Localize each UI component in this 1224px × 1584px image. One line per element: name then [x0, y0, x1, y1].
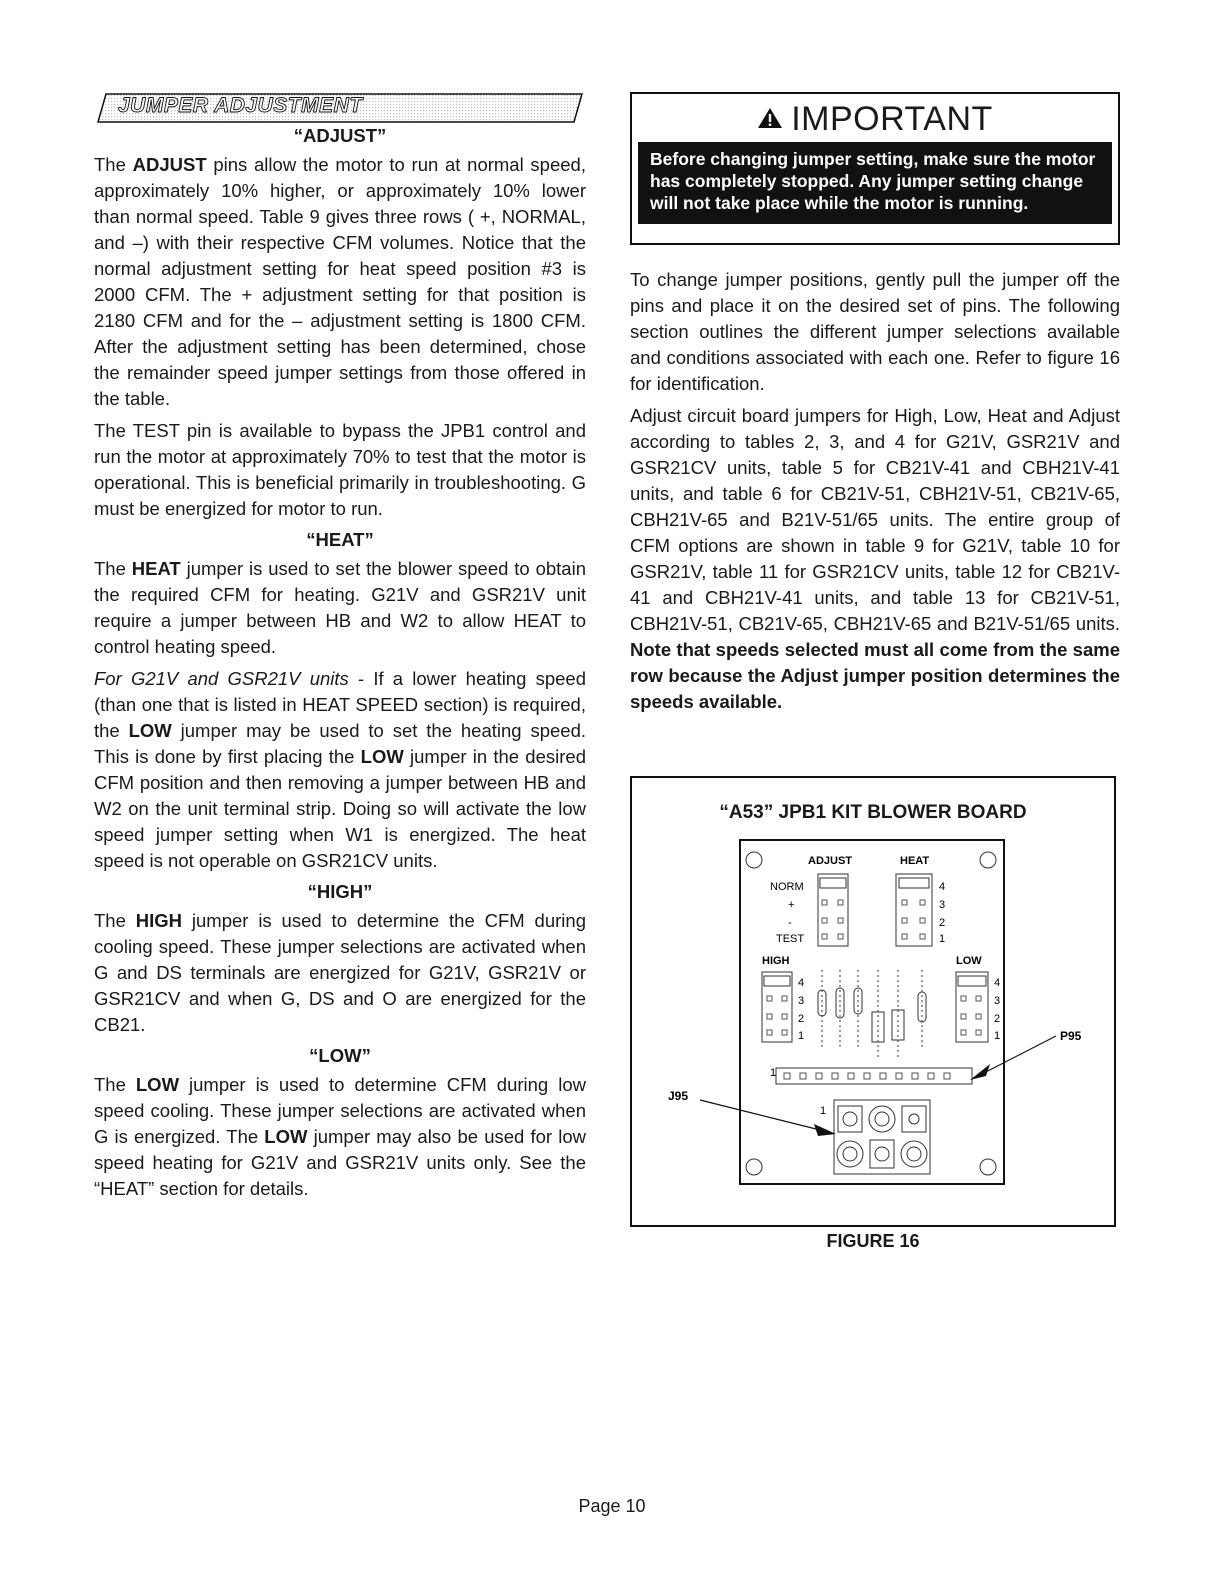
- high-pos-1: 1: [798, 1030, 805, 1042]
- heat-pos-3: 3: [939, 899, 946, 911]
- page-number: Page 10: [578, 1496, 646, 1516]
- high-pos-3: 3: [798, 995, 805, 1007]
- right-paragraph-1: To change jumper positions, gently pull the jumper off the pins and place it on the desired set of pins. The following section outlines the different jumper selections available and conditions associated with each one. Refer to figure 16 for identification.: [630, 269, 1120, 394]
- adjust-label: ADJUST: [808, 855, 853, 867]
- warning-icon: [757, 99, 783, 137]
- p95-arrow: [978, 1036, 1056, 1076]
- j95-pin-1-label: 1: [820, 1105, 827, 1117]
- plus-label: +: [788, 899, 795, 911]
- right-column: [630, 92, 1120, 721]
- heat-paragraph-1: The HEAT jumper is used to set the blower speed to obtain the required CFM for heating. G21V and GSR21V unit require a jumper between HB and W2 to allow HEAT to control heating speed.: [94, 558, 586, 657]
- adjust-heading: “ADJUST”: [293, 125, 387, 146]
- high-label: HIGH: [762, 955, 790, 967]
- important-body: Before changing jumper setting, make sure the motor has completely stopped. Any jumper setting change will not take place while the motor is running.: [638, 142, 1112, 224]
- section-banner: [96, 92, 584, 124]
- j95-arrowhead-icon: [814, 1124, 836, 1136]
- low-jumper: [958, 976, 986, 986]
- heat-paragraph-2: For G21V and GSR21V units - If a lower heating speed (than one that is listed in HEAT SPEED section) is required, the LOW jumper may be used to set the heating speed. This is done by first placing the LOW jumper in the desired CFM position and then removing a jumper between HB and W2 on the unit terminal strip. Doing so will activate the low speed jumper setting when W1 is energized. The heat speed is not operable on GSR21CV units.: [94, 668, 587, 871]
- heat-pos-4: 4: [939, 881, 946, 893]
- j95-arrow: [700, 1100, 828, 1132]
- heat-label: HEAT: [900, 855, 930, 867]
- norm-label: NORM: [770, 881, 804, 893]
- low-pos-3: 3: [994, 995, 1001, 1007]
- p95-pins: [784, 1073, 950, 1079]
- blower-board-diagram: [632, 778, 1114, 1225]
- heat-pin-block: [896, 874, 932, 946]
- heat-jumper: [899, 878, 929, 888]
- low-pos-1: 1: [994, 1030, 1001, 1042]
- adjust-paragraph-1: The ADJUST pins allow the motor to run at normal speed, approximately 10% higher, or approximately 10% lower than normal speed. Table 9 gives three rows ( +, NORMAL, and –) with their respective CFM volumes. Notice that the normal adjustment setting for heat speed position #3 is 2000 CFM. The + adjustment setting for that position is 2180 CFM and for the – adjustment setting is 1800 CFM. After the adjustment setting has been determined, chose the remainder speed jumper settings from those offered in the table.: [94, 154, 586, 409]
- p95-pin-1-label: 1: [770, 1067, 777, 1079]
- heat-heading: “HEAT”: [306, 529, 374, 550]
- j95-connector: [834, 1100, 930, 1174]
- test-label: TEST: [776, 933, 805, 945]
- p95-arrowhead-icon: [970, 1064, 990, 1080]
- right-paragraph-2: Adjust circuit board jumpers for High, Low, Heat and Adjust according to tables 2, 3, and 4 for G21V, GSR21V and GSR21CV units, table 5 for CB21V-41 and CBH21V-41 units, and table 6 for CB21V-51, CBH21V-51, CB21V-65, CBH21V-65 and B21V-51/65 units. The entire group of CFM options are shown in table 9 for G21V, table 10 for GSR21V, table 11 for GSR21CV units, table 12 for CB21V-41 and CBH21V-41 units, and table 13 for CB21V-51, CBH21V-51, CB21V-65, CBH21V-65 and B21V-51/65 units. Note that speeds selected must all come from the same row because the Adjust jumper position determines the speeds available.: [630, 405, 1120, 712]
- mounting-hole-icon: [746, 1159, 762, 1175]
- heat-pos-1: 1: [939, 933, 946, 945]
- p95-connector: [776, 1068, 972, 1084]
- adjust-paragraph-2: The TEST pin is available to bypass the JPB1 control and run the motor at approximately 70% to test that the motor is operational. This is beneficial primarily in troubleshooting. G must be energized for motor to run.: [94, 420, 586, 519]
- high-pos-4: 4: [798, 977, 805, 989]
- important-notice: [630, 92, 1120, 245]
- low-paragraph: The LOW jumper is used to determine CFM during low speed cooling. These jumper selections are activated when G is energized. The LOW jumper may also be used for low speed heating for G21V and GSR21V units only. See the “HEAT” section for details.: [94, 1074, 586, 1199]
- left-column: [94, 92, 586, 1208]
- j95-pins: [837, 1106, 927, 1168]
- minus-label: -: [788, 917, 792, 929]
- low-heading: “LOW”: [309, 1045, 371, 1066]
- high-pos-2: 2: [798, 1013, 805, 1025]
- j95-label: J95: [668, 1089, 689, 1103]
- low-label: LOW: [956, 955, 982, 967]
- mounting-hole-icon: [980, 1159, 996, 1175]
- high-jumper: [764, 976, 790, 986]
- important-title: [638, 100, 1112, 140]
- mounting-hole-icon: [746, 852, 762, 868]
- adjust-jumper: [820, 878, 846, 888]
- low-pos-2: 2: [994, 1013, 1001, 1025]
- figure-caption: FIGURE 16: [826, 1231, 920, 1251]
- high-paragraph: The HIGH jumper is used to determine the CFM during cooling speed. These jumper selections are activated when G and DS terminals are energized for G21V, GSR21V or GSR21CV and when G, DS and O are energized for the CB21.: [94, 910, 586, 1035]
- figure-title: “A53” JPB1 KIT BLOWER BOARD: [719, 802, 1027, 823]
- high-heading: “HIGH”: [307, 881, 373, 902]
- figure-16-box: [630, 776, 1116, 1227]
- heat-pos-2: 2: [939, 917, 946, 929]
- board-components: [818, 970, 926, 1060]
- low-pos-4: 4: [994, 977, 1001, 989]
- p95-label: P95: [1060, 1029, 1082, 1043]
- section-title: JUMPER ADJUSTMENT: [118, 94, 363, 117]
- important-title-text: IMPORTANT: [791, 100, 993, 138]
- mounting-hole-icon: [980, 852, 996, 868]
